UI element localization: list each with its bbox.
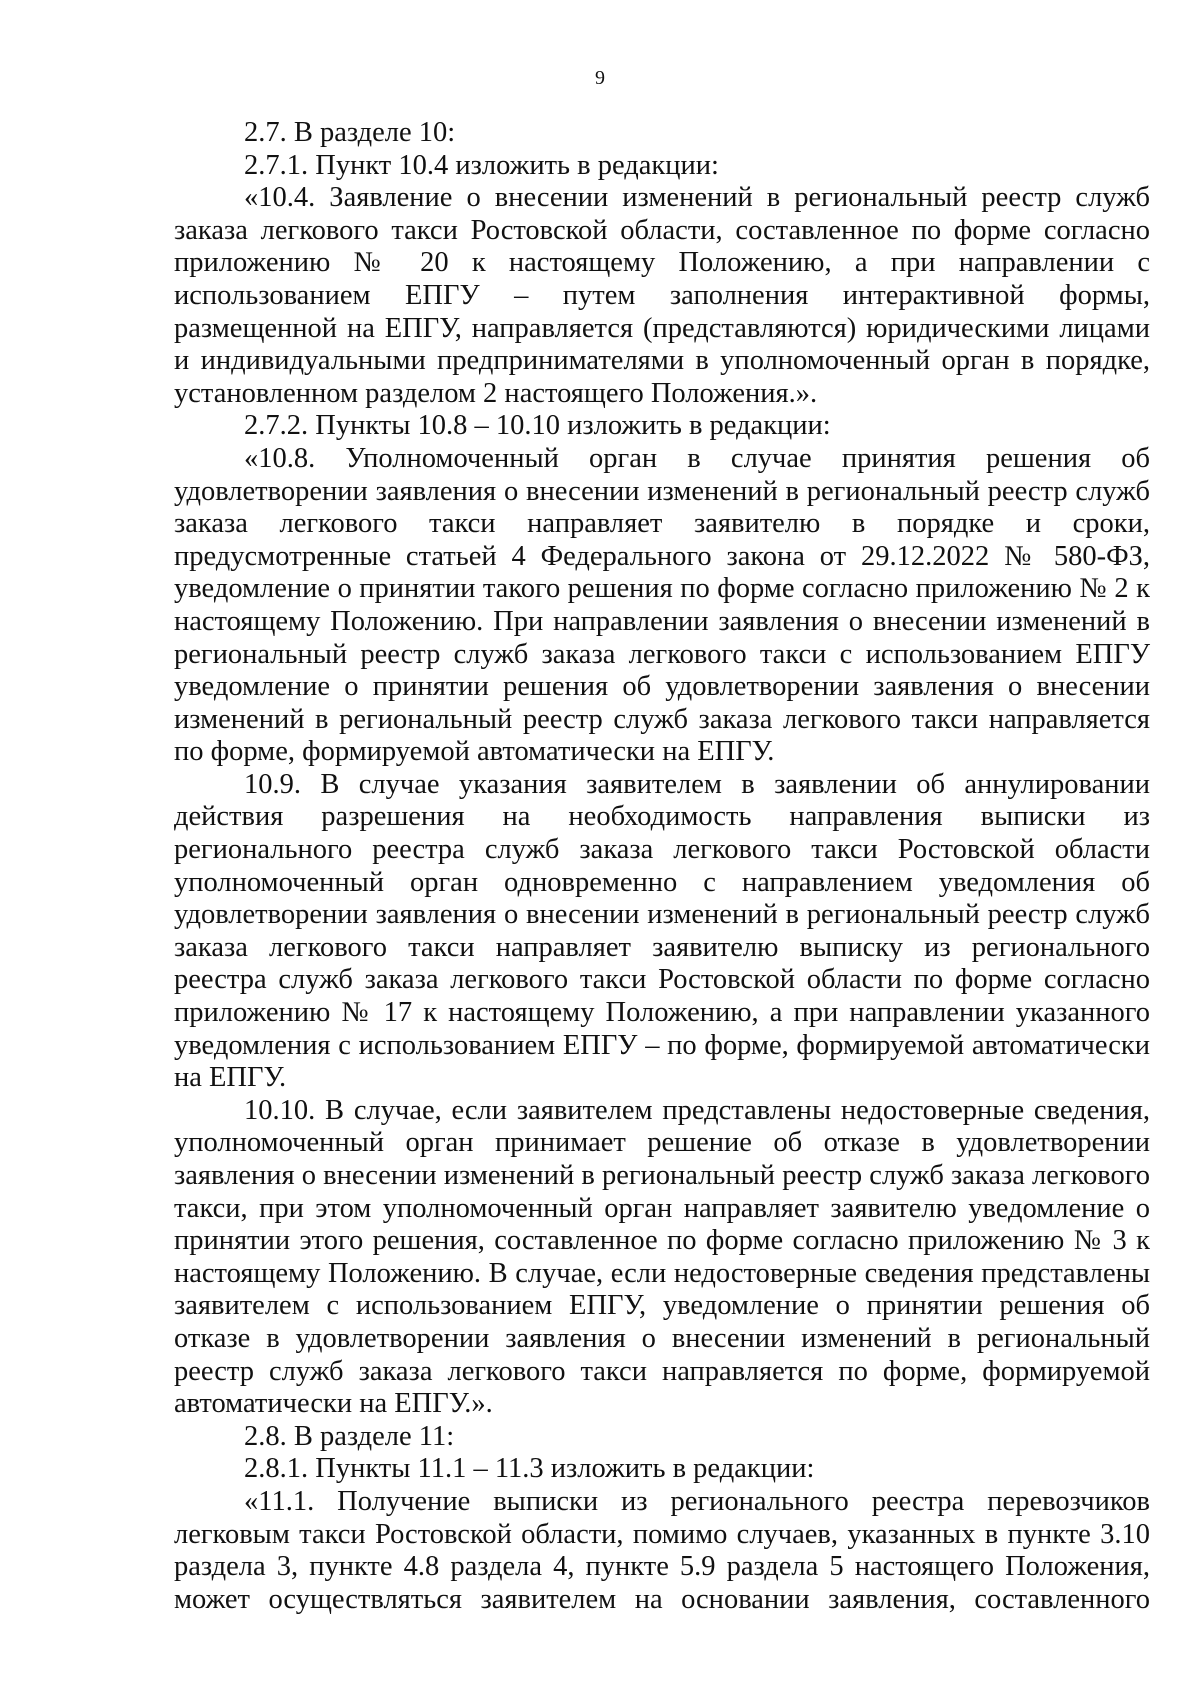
paragraph-clause-10-8: «10.8. Уполномоченный орган в случае принятия решения об удовлетворении заявления о внесении изменений в региональный реестр служб заказа легкового такси направляет заявителю в порядке и сроки, предусмотренные статьей 4 Федерального закона от 29.12.2022 № 580-ФЗ, уведомление о принятии такого решения по форме согласно приложению № 2 к настоящему Положению. При направлении заявления о внесении изменений в региональный реестр служб заказа легкового такси с использованием ЕПГУ уведомление о принятии решения об удовлетворении заявления о внесении изменений в региональный реестр служб заказа легкового такси направляется по форме, формируемой автоматически на ЕПГУ. <box>174 442 1150 768</box>
paragraph-clause-10-10: 10.10. В случае, если заявителем представлены недостоверные сведения, уполномоченный орган принимает решение об отказе в удовлетворении заявления о внесении изменений в региональный реестр служб заказа легкового такси, при этом уполномоченный орган направляет заявителю уведомление о принятии этого решения, составленное по форме согласно приложению № 3 к настоящему Положению. В случае, если недостоверные сведения представлены заявителем с использованием ЕПГУ, уведомление о принятии решения об отказе в удовлетворении заявления о внесении изменений в региональный реестр служб заказа легкового такси направляется по форме, формируемой автоматически на ЕПГУ.». <box>174 1094 1150 1420</box>
paragraph-clause-10-4: «10.4. Заявление о внесении изменений в региональный реестр служб заказа легкового такси Ростовской области, составленное по форме согласно приложению № 20 к настоящему Положению, а при направлении с использованием ЕПГУ – путем заполнения интерактивной формы, размещенной на ЕПГУ, направляется (представляются) юридическими лицами и индивидуальными предпринимателями в уполномоченный орган в порядке, установленном разделом 2 настоящего Положения.». <box>174 182 1150 409</box>
paragraph-item-2-7-2: 2.7.2. Пункты 10.8 – 10.10 изложить в редакции: <box>244 410 831 442</box>
page-number: 9 <box>595 67 605 89</box>
paragraph-item-2-8-1: 2.8.1. Пункты 11.1 – 11.3 изложить в редакции: <box>244 1453 815 1485</box>
paragraph-section-2-8: 2.8. В разделе 11: <box>244 1420 455 1452</box>
paragraph-clause-11-1: «11.1. Получение выписки из регионального реестра перевозчиков легковым такси Ростовской области, помимо случаев, указанных в пункте 3.10 раздела 3, пункте 4.8 раздела 4, пункте 5.9 раздела 5 настоящего Положения, может осуществляться заявителем на основании заявления, составленного <box>174 1485 1150 1615</box>
paragraph-section-2-7: 2.7. В разделе 10: <box>244 117 456 148</box>
document-body <box>174 117 1150 1616</box>
paragraph-clause-10-9: 10.9. В случае указания заявителем в заявлении об аннулировании действия разрешения на необходимость направления выписки из регионального реестра служб заказа легкового такси Ростовской области уполномоченный орган одновременно с направлением уведомления об удовлетворении заявления о внесении изменений в региональный реестр служб заказа легкового такси направляет заявителю выписку из регионального реестра служб заказа легкового такси Ростовской области по форме согласно приложению № 17 к настоящему Положению, а при направлении указанного уведомления с использованием ЕПГУ – по форме, формируемой автоматически на ЕПГУ. <box>174 768 1150 1094</box>
paragraph-item-2-7-1: 2.7.1. Пункт 10.4 изложить в редакции: <box>244 149 719 181</box>
